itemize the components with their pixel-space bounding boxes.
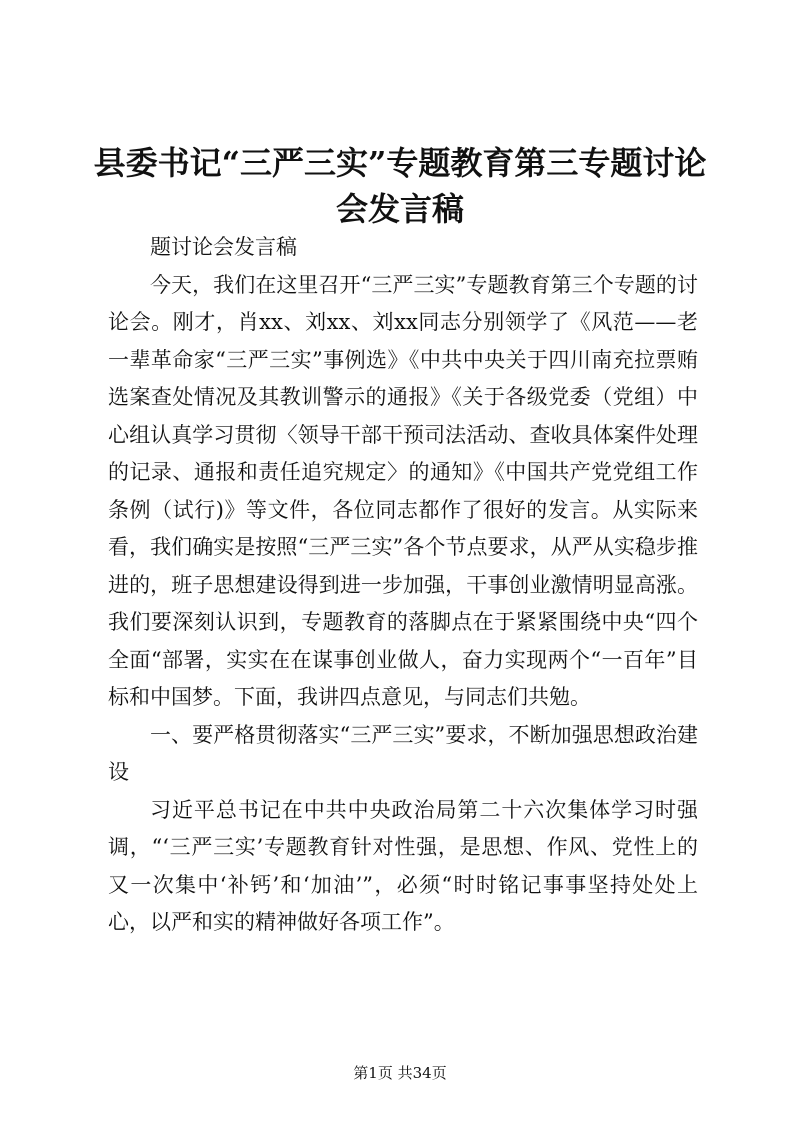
section-heading-one: 一、要严格贯彻落实“三严三实”要求，不断加强思想政治建设: [108, 722, 698, 784]
paragraph-opening: 今天，我们在这里召开“三严三实”专题教育第三个专题的讨论会。刚才，肖xx、刘xx、刘xx同志分别领学了《风范——老一辈革命家“三严三实”事例选》《中共中央关于四川南充拉票贿选案查处情况及其教训警示的通报》《关于各级党委（党组）中心组认真学习贯彻〈领导干部干预司法活动、查收具体案件处理的记录、通报和责任追究规定〉的通知》《中国共产党党组工作条例（试行)》等文件，各位同志都作了很好的发言。从实际来看，我们确实是按照“三严三实”各个节点要求，从严从实稳步推进的，班子思想建设得到进一步加强，干事创业激情明显高涨。我们要深刻认识到，专题教育的落脚点在于紧紧围绕中央“四个全面“部署，实实在在谋事创业做人，奋力实现两个“一百年”目标和中国梦。下面，我讲四点意见，与同志们共勉。: [108, 272, 698, 709]
page-number-footer: 第1页 共34页: [353, 1064, 447, 1082]
document-title: 县委书记“三严三实”专题教育第三专题讨论会发言稿: [93, 144, 707, 228]
paragraph-subtitle: 题讨论会发言稿: [150, 235, 297, 259]
document-body: [108, 229, 698, 942]
paragraph-quote: 习近平总书记在中共中央政治局第二十六次集体学习时强调，“‘三严三实’专题教育针对性强，是思想、作风、党性上的又一次集中‘补钙’和‘加油’”，必须“时时铭记事事坚持处处上心，以严和实的精神做好各项工作”。: [108, 797, 698, 934]
